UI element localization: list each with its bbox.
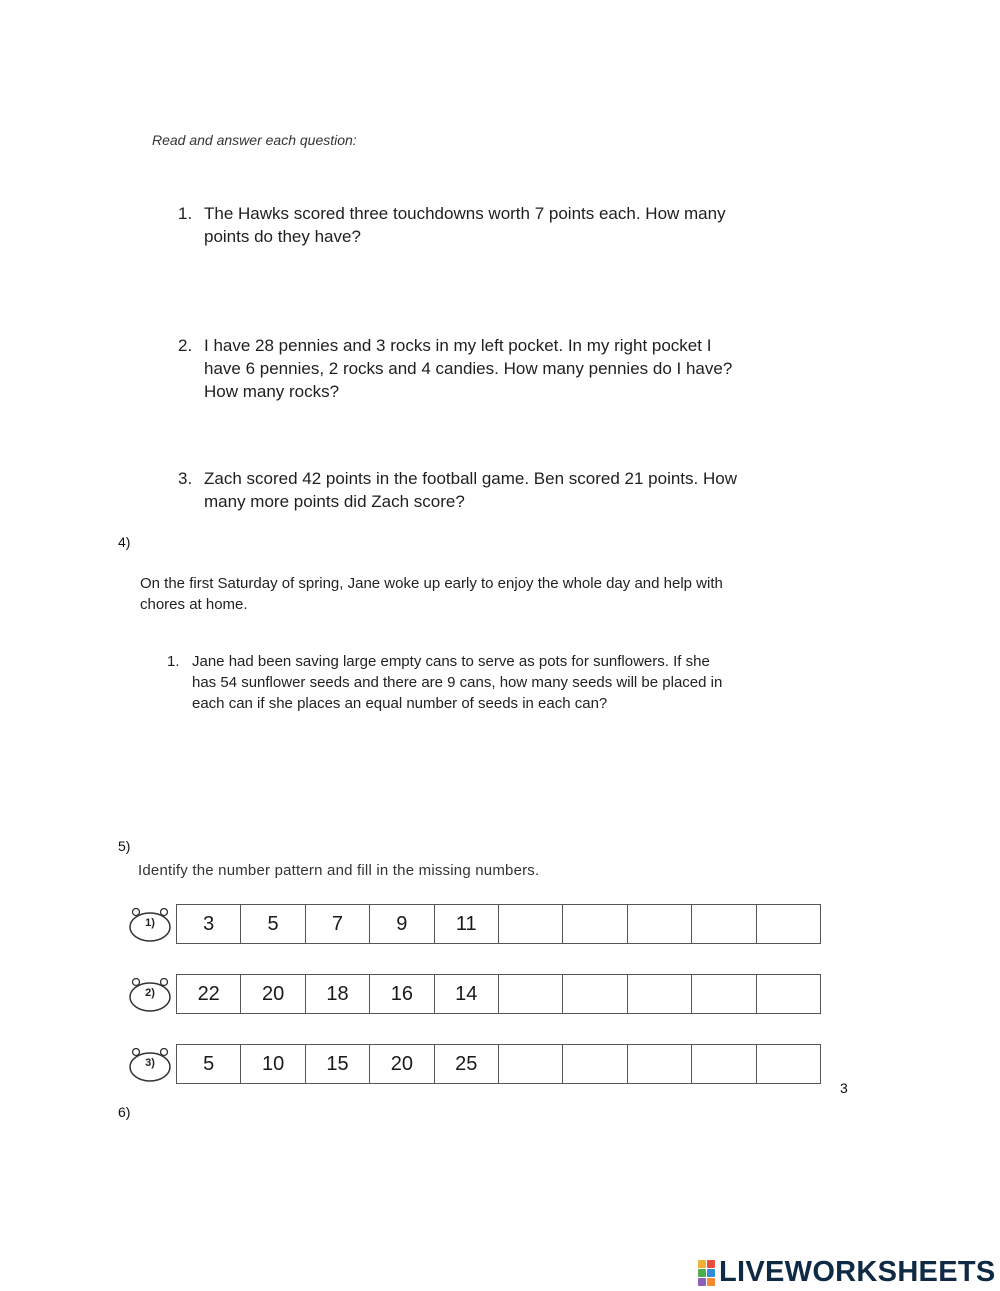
question-line: I have 28 pennies and 3 rocks in my left pocket. In my right pocket I — [204, 336, 712, 355]
logo-block — [707, 1260, 715, 1268]
answer-cell[interactable] — [563, 905, 627, 943]
answer-cell[interactable] — [499, 1045, 563, 1083]
number-cell: 20 — [370, 1045, 434, 1083]
question-line: has 54 sunflower seeds and there are 9 cans, how many seeds will be placed in — [192, 674, 723, 691]
number-cell: 5 — [177, 1045, 241, 1083]
row-badge-label: 1) — [145, 917, 155, 929]
answer-cell[interactable] — [692, 905, 756, 943]
answer-cell[interactable] — [757, 975, 821, 1013]
question-4-label: 4) — [118, 534, 131, 550]
logo-blocks-icon — [698, 1260, 715, 1286]
liveworksheets-logo — [698, 1256, 996, 1289]
logo-block — [707, 1269, 715, 1277]
number-cell: 3 — [177, 905, 241, 943]
number-cell: 15 — [306, 1045, 370, 1083]
answer-cell[interactable] — [628, 905, 692, 943]
question-5-label: 5) — [118, 838, 131, 854]
logo-block — [698, 1260, 706, 1268]
logo-block — [707, 1278, 715, 1286]
question-text — [192, 651, 832, 714]
number-cell: 20 — [241, 975, 305, 1013]
question-2 — [178, 334, 838, 406]
number-cell: 25 — [435, 1045, 499, 1083]
answer-cell[interactable] — [757, 905, 821, 943]
answer-cell[interactable] — [757, 1045, 821, 1083]
number-cells — [176, 904, 821, 944]
number-cell: 18 — [306, 975, 370, 1013]
answer-cell[interactable] — [499, 905, 563, 943]
number-cell: 14 — [435, 975, 499, 1013]
passage-line: On the first Saturday of spring, Jane woke up early to enjoy the whole day and help with — [140, 575, 723, 592]
question-line: many more points did Zach score? — [204, 492, 465, 511]
question-number: 1. — [178, 204, 193, 223]
question-line: How many rocks? — [204, 382, 340, 401]
answer-cell[interactable] — [692, 975, 756, 1013]
number-cell: 16 — [370, 975, 434, 1013]
question-number: 3. — [178, 469, 193, 488]
number-cell: 7 — [306, 905, 370, 943]
question-text — [204, 467, 737, 513]
question-line: points do they have? — [204, 227, 361, 246]
question-number: 1. — [167, 653, 180, 670]
brand-name: LIVEWORKSHEETS — [719, 1256, 996, 1288]
number-cell: 10 — [241, 1045, 305, 1083]
passage-line: chores at home. — [140, 596, 248, 613]
row-badge-label: 3) — [145, 1057, 155, 1069]
question-line: have 6 pennies, 2 rocks and 4 candies. How many pennies do I have? — [204, 359, 733, 378]
answer-cell[interactable] — [499, 975, 563, 1013]
question-line: Zach scored 42 points in the football game. Ben scored 21 points. How — [204, 469, 737, 488]
question-1 — [178, 202, 838, 252]
question-number: 2. — [178, 336, 193, 355]
answer-cell[interactable] — [563, 1045, 627, 1083]
number-cells — [176, 1044, 821, 1084]
question-line: Jane had been saving large empty cans to serve as pots for sunflowers. If she — [192, 653, 710, 670]
logo-block — [698, 1278, 706, 1286]
logo-block — [698, 1269, 706, 1277]
number-cell: 5 — [241, 905, 305, 943]
q4-question — [167, 651, 837, 717]
instructions: Read and answer each question: — [152, 132, 357, 148]
answer-cell[interactable] — [628, 975, 692, 1013]
number-cell: 22 — [177, 975, 241, 1013]
question-line: each can if she places an equal number of seeds in each can? — [192, 695, 608, 712]
question-text — [204, 202, 726, 248]
question-text — [204, 334, 732, 403]
question-line: The Hawks scored three touchdowns worth 7 points each. How many — [204, 204, 726, 223]
question-3 — [178, 467, 838, 517]
number-cell: 9 — [370, 905, 434, 943]
answer-cell[interactable] — [628, 1045, 692, 1083]
q4-passage — [140, 573, 830, 615]
row-badge-label: 2) — [145, 987, 155, 999]
pattern-instruction: Identify the number pattern and fill in the missing numbers. — [138, 862, 540, 879]
page-number: 3 — [840, 1080, 848, 1096]
number-cell: 11 — [435, 905, 499, 943]
answer-cell[interactable] — [692, 1045, 756, 1083]
answer-cell[interactable] — [563, 975, 627, 1013]
number-cells — [176, 974, 821, 1014]
question-6-label: 6) — [118, 1104, 131, 1120]
